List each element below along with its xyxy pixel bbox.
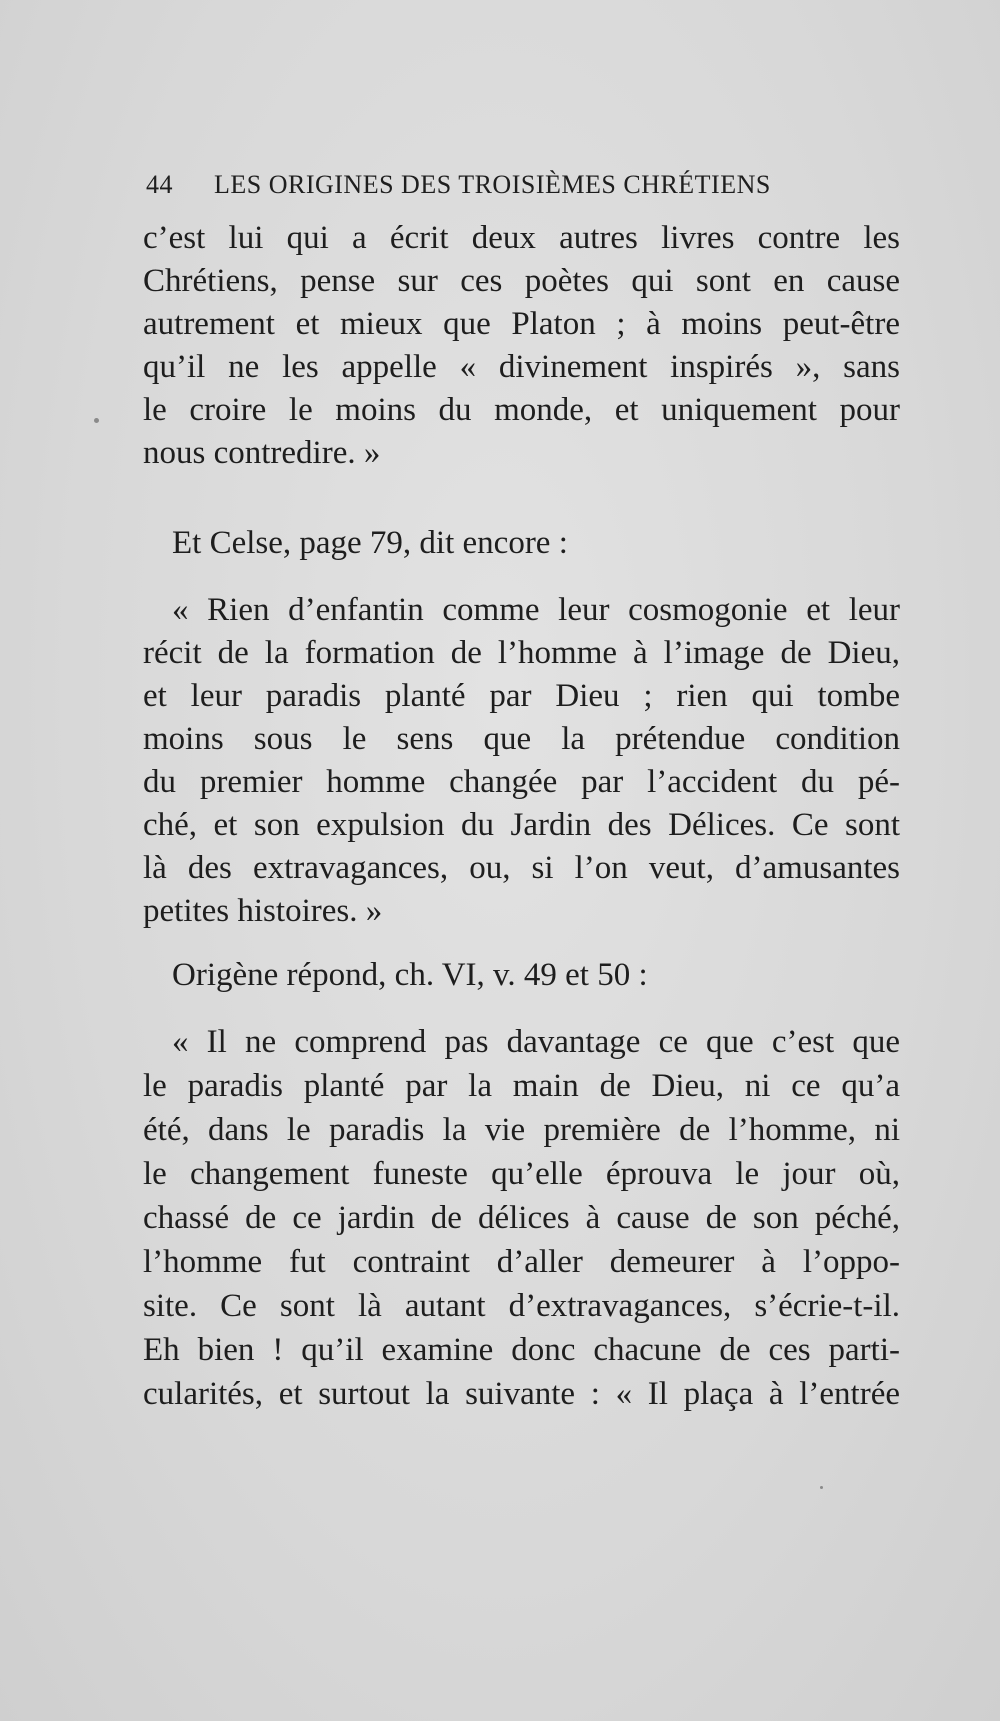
- text-line: là des extravagances, ou, si l’on veut, d’amusantes: [143, 850, 900, 886]
- text-line: récit de la formation de l’homme à l’image de Dieu,: [143, 635, 900, 671]
- text-line: le croire le moins du monde, et uniquement pour: [143, 392, 900, 428]
- running-title: LES ORIGINES DES TROISIÈMES CHRÉTIENS: [214, 170, 771, 199]
- text-line: nous contredire. »: [143, 435, 381, 471]
- text-line: été, dans le paradis la vie première de l’homme, ni: [143, 1112, 900, 1148]
- text-line: « Rien d’enfantin comme leur cosmogonie et leur: [172, 592, 900, 628]
- text-line: moins sous le sens que la prétendue condition: [143, 721, 900, 757]
- text-line: site. Ce sont là autant d’extravagances, s’écrie-t-il.: [143, 1288, 900, 1324]
- text-line: Chrétiens, pense sur ces poètes qui sont en cause: [143, 263, 900, 299]
- text-line: qu’il ne les appelle « divinement inspirés », sans: [143, 349, 900, 385]
- text-line: et leur paradis planté par Dieu ; rien qui tombe: [143, 678, 900, 714]
- text-line: ché, et son expulsion du Jardin des Délices. Ce sont: [143, 807, 900, 843]
- text-line: chassé de ce jardin de délices à cause de son péché,: [143, 1200, 900, 1236]
- page-header: [146, 170, 836, 210]
- paper-speck: [94, 418, 99, 423]
- text-line: Eh bien ! qu’il examine donc chacune de ces parti-: [143, 1332, 900, 1368]
- text-line: l’homme fut contraint d’aller demeurer à l’oppo-: [143, 1244, 900, 1280]
- text-line: le paradis planté par la main de Dieu, ni ce qu’a: [143, 1068, 900, 1104]
- text-line: le changement funeste qu’elle éprouva le jour où,: [143, 1156, 900, 1192]
- text-line: « Il ne comprend pas davantage ce que c’est que: [172, 1024, 900, 1060]
- text-line: c’est lui qui a écrit deux autres livres contre les: [143, 220, 900, 256]
- text-line: Et Celse, page 79, dit encore :: [172, 525, 568, 561]
- text-line: autrement et mieux que Platon ; à moins peut-être: [143, 306, 900, 342]
- page-number: 44: [146, 170, 173, 199]
- paper-speck: [820, 1486, 823, 1489]
- text-line: Origène répond, ch. VI, v. 49 et 50 :: [172, 957, 648, 993]
- text-line: du premier homme changée par l’accident du pé-: [143, 764, 900, 800]
- text-line: petites histoires. »: [143, 893, 383, 929]
- text-line: cularités, et surtout la suivante : « Il plaça à l’entrée: [143, 1376, 900, 1412]
